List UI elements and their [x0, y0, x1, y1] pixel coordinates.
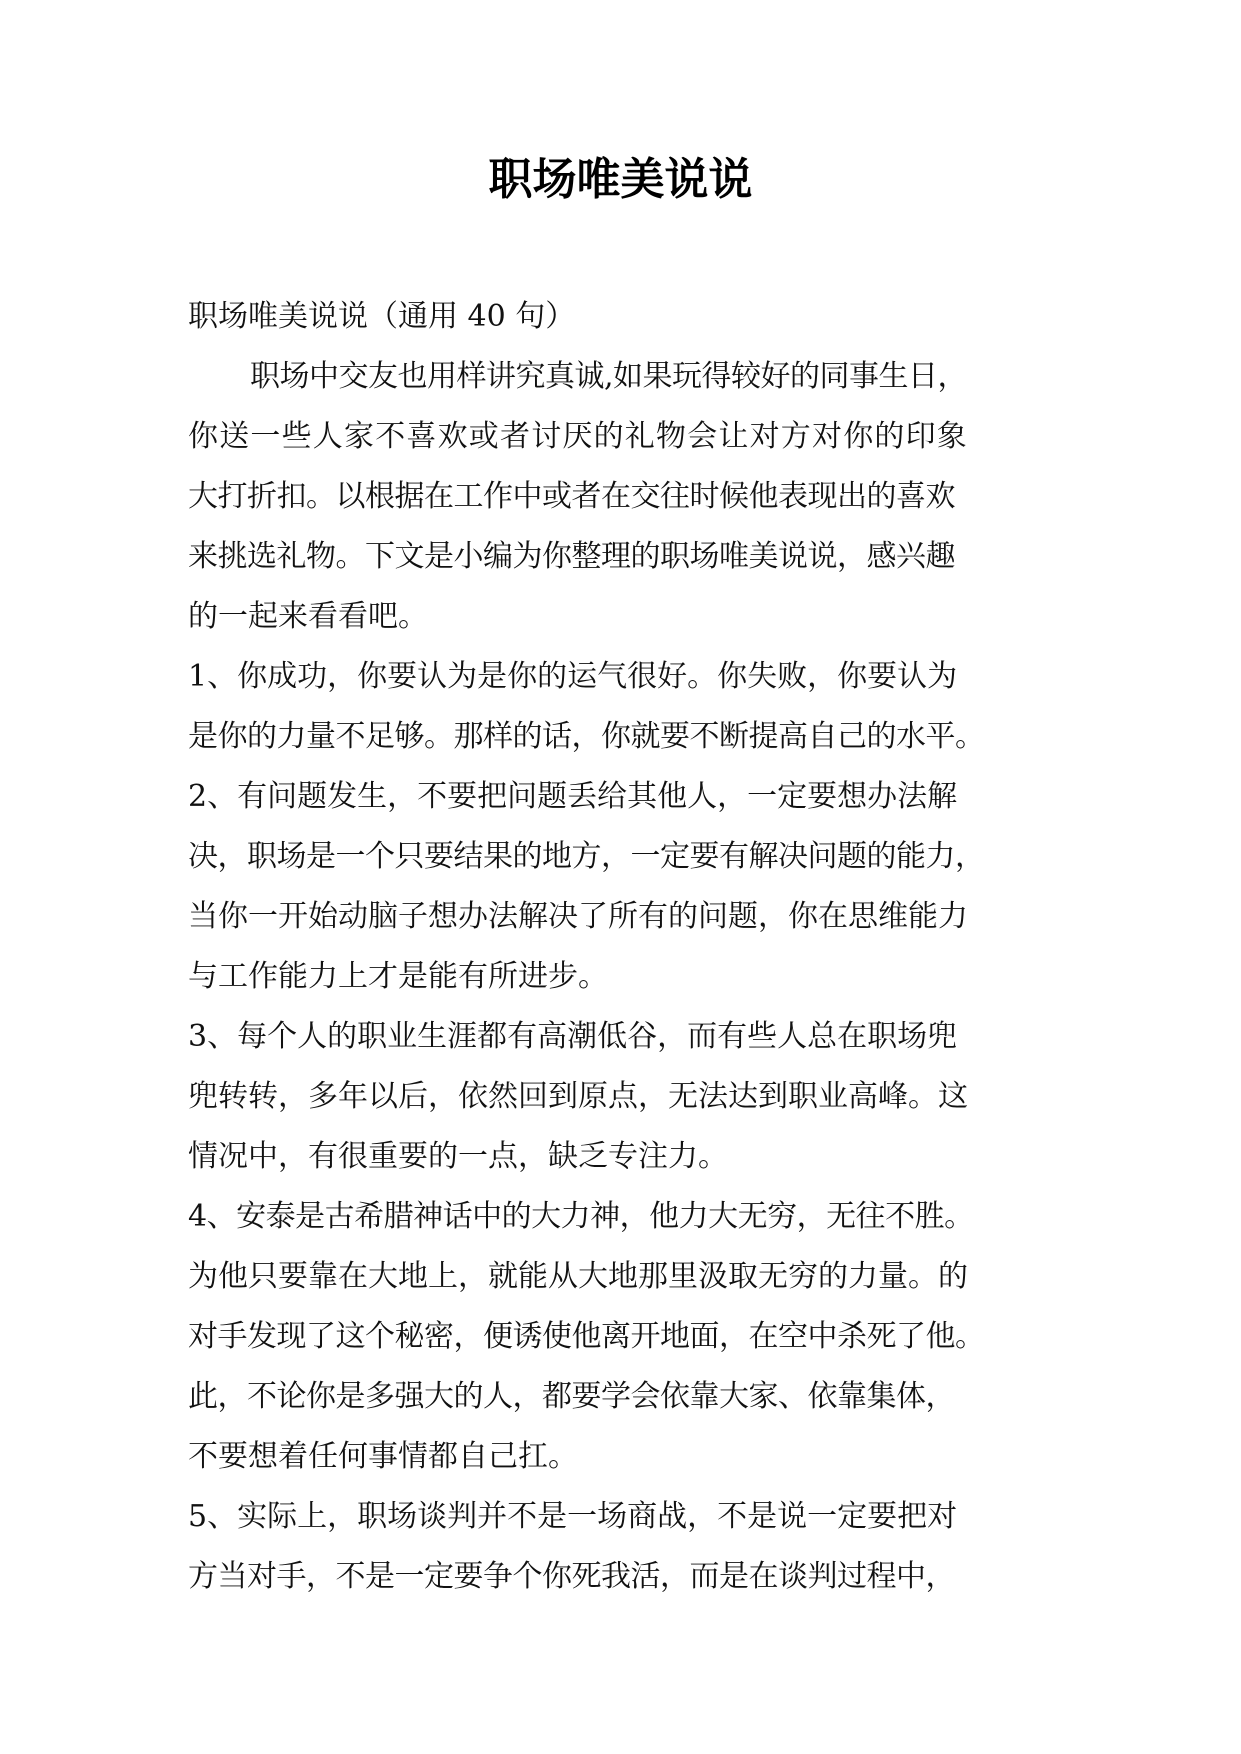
body-line: 与工作能力上才是能有所进步。 [188, 959, 608, 994]
body-line: 大打折扣。以根据在工作中或者在交往时候他表现出的喜欢 [188, 479, 955, 514]
body-line: 此，不论你是多强大的人，都要学会依靠大家、依靠集体， [188, 1379, 955, 1414]
body-line: 当你一开始动脑子想办法解决了所有的问题，你在思维能力 [188, 899, 968, 934]
body-line: 方当对手，不是一定要争个你死我活，而是在谈判过程中， [188, 1559, 955, 1594]
body-line: 5、实际上，职场谈判并不是一场商战，不是说一定要把对 [188, 1499, 958, 1534]
body-line: 3、每个人的职业生涯都有高潮低谷，而有些人总在职场兜 [188, 1019, 958, 1054]
body-line: 兜转转，多年以后，依然回到原点，无法达到职业高峰。这 [188, 1079, 968, 1114]
body-line: 4、安泰是古希腊神话中的大力神，他力大无穷，无往不胜。 [188, 1199, 974, 1234]
body-line: 职场中交友也用样讲究真诚,如果玩得较好的同事生日， [250, 359, 968, 394]
body-line: 是你的力量不足够。那样的话，你就要不断提高自己的水平。 [188, 719, 985, 754]
body-line: 2、有问题发生，不要把问题丢给其他人，一定要想办法解 [188, 779, 958, 814]
body-line: 不要想着任何事情都自己扛。 [188, 1439, 578, 1474]
body-line: 的一起来看看吧。 [188, 599, 428, 634]
body-line: 决，职场是一个只要结果的地方，一定要有解决问题的能力， [188, 839, 985, 874]
document-body [188, 287, 1058, 1607]
subtitle-line: 职场唯美说说（通用 40 句） [188, 299, 576, 334]
body-line: 来挑选礼物。下文是小编为你整理的职场唯美说说，感兴趣 [188, 539, 955, 574]
body-line: 你送一些人家不喜欢或者讨厌的礼物会让对方对你的印象 [188, 419, 968, 454]
body-line: 对手发现了这个秘密，便诱使他离开地面，在空中杀死了他。 [188, 1319, 985, 1354]
document-title: 职场唯美说说 [488, 154, 753, 205]
body-line: 1、你成功，你要认为是你的运气很好。你失败，你要认为 [188, 659, 958, 694]
body-line: 为他只要靠在大地上，就能从大地那里汲取无穷的力量。的 [188, 1259, 968, 1294]
body-line: 情况中，有很重要的一点，缺乏专注力。 [188, 1139, 728, 1174]
